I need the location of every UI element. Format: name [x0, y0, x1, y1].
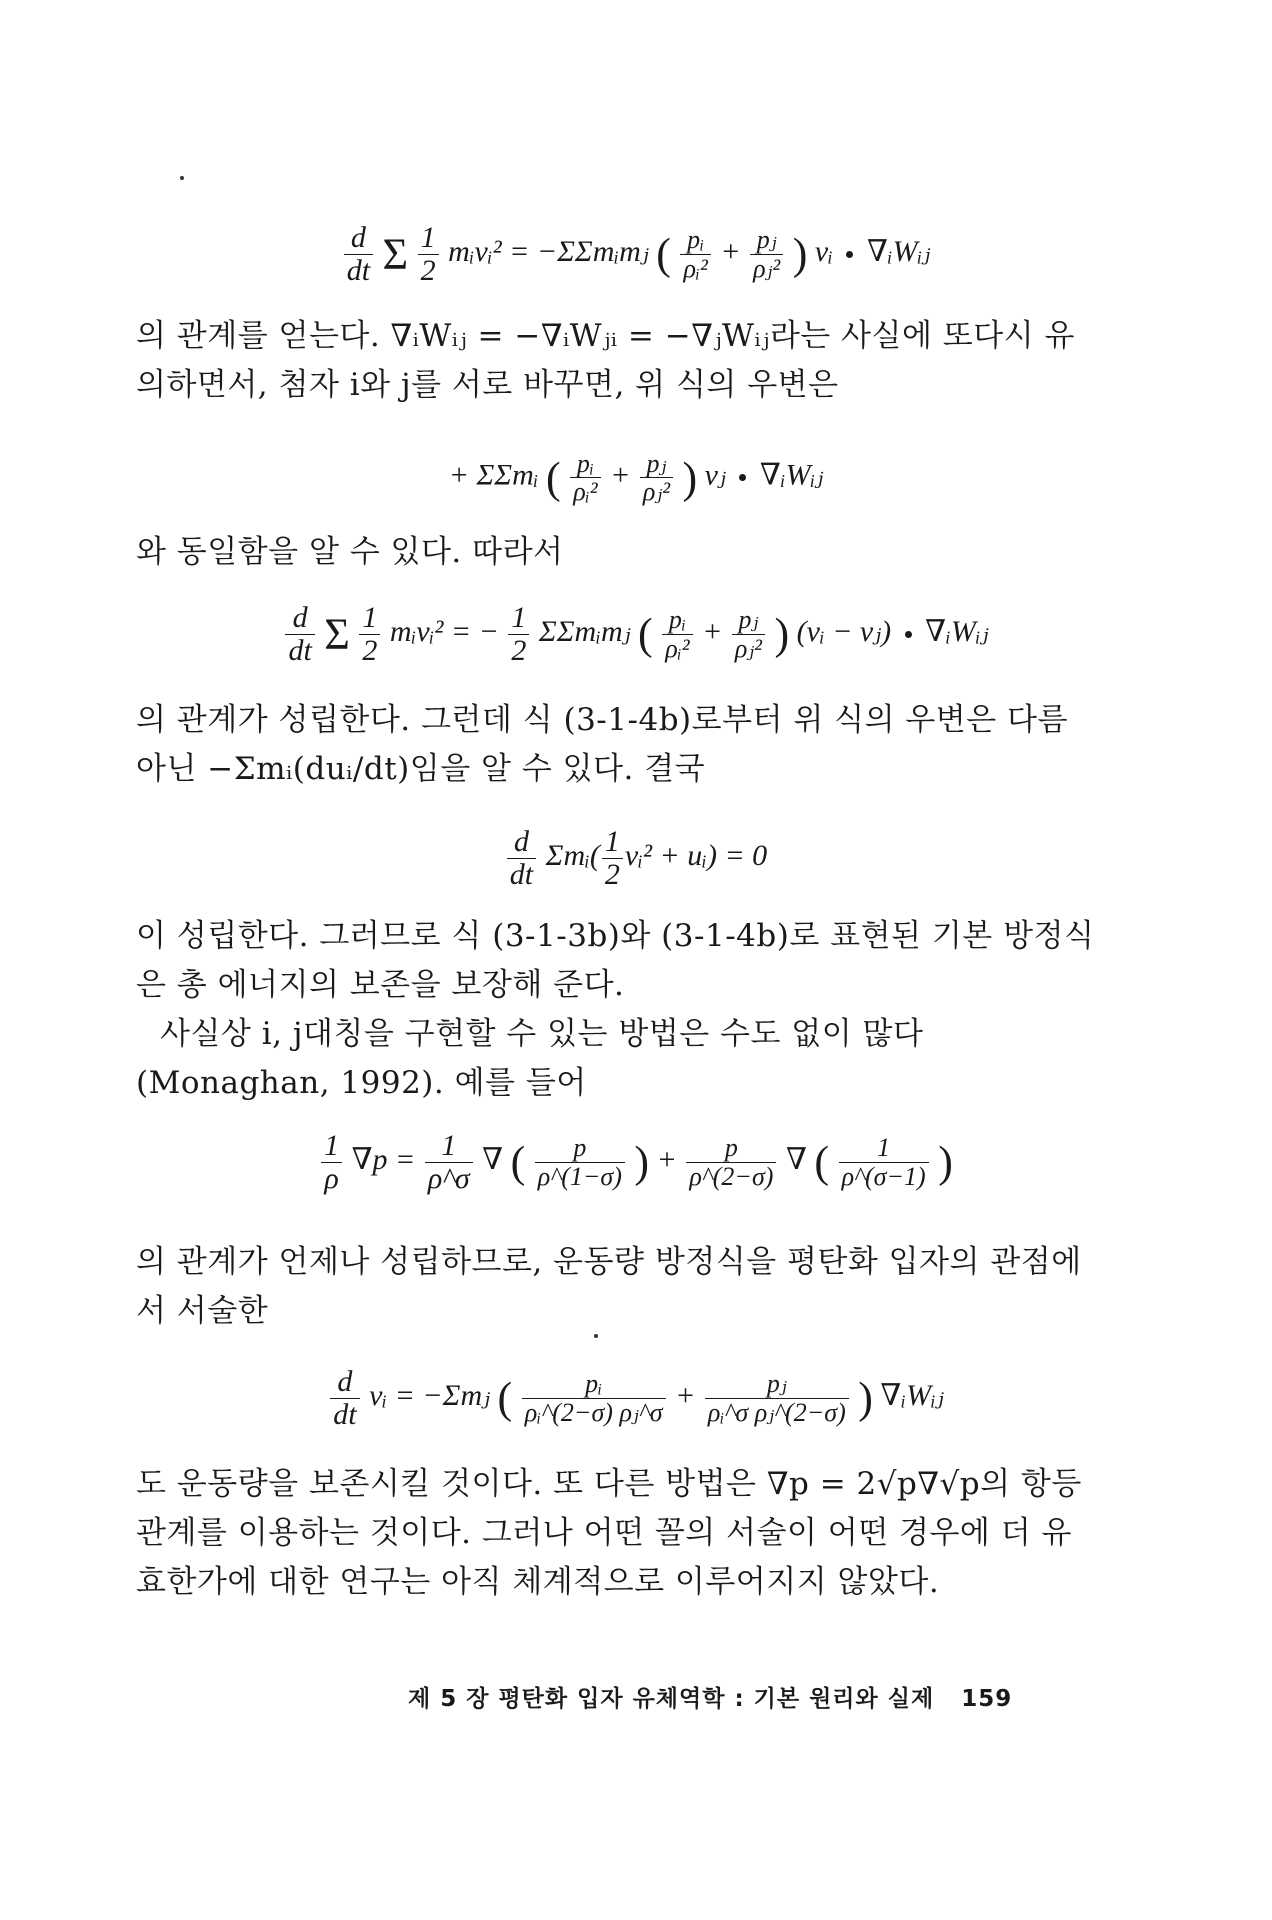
eq3-diff: (vᵢ − vⱼ) [796, 614, 892, 648]
eq3-plus: + [702, 614, 723, 648]
eq1-half: $\frac{1}{2}$ [418, 222, 439, 286]
eq6-lparen: ( [497, 1373, 513, 1423]
paragraph-7: 도 운동량을 보존시킬 것이다. 또 다른 방법은 ∇p = 2√p∇√p의 항등 관계를 이용하는 것이다. 그러나 어떤 꼴의 서술이 어떤 경우에 더 유효한가에 대한 연구는 아직 체계적으로 이루어지지 않았다. [136, 1466, 1082, 1600]
eq1-sum: Σ [382, 229, 409, 279]
eq6-rparen: ) [858, 1373, 873, 1423]
paragraph-4: 이 성립한다. 그러므로 식 (3-1-3b)와 (3-1-4b)로 표현된 기본 방정식은 총 에너지의 보존을 보장해 준다. [136, 918, 1095, 1003]
eq6-grad: ∇ᵢWᵢⱼ [880, 1378, 944, 1412]
eq3-d-dt: $\frac{d}{dt}$ [285, 602, 314, 666]
eq1-vi: vᵢ [814, 234, 833, 268]
eq3-minus: − [478, 614, 499, 648]
speck-mark-2 [594, 1334, 598, 1338]
eq1-lhs: mᵢvᵢ² [448, 234, 502, 268]
eq5-nabla-2: ∇ [785, 1142, 807, 1176]
eq5-gradp: ∇p = [351, 1142, 416, 1176]
eq6-plus: + [675, 1378, 696, 1412]
page-footer [408, 1680, 1128, 1713]
eq2-plus: + [610, 458, 631, 492]
eq4-result: = 0 [724, 838, 768, 872]
paragraph-3: 의 관계가 성립한다. 그런데 식 (3-1-4b)로부터 위 식의 우변은 다름 아닌 −Σmᵢ(duᵢ/dt)임을 알 수 있다. 결국 [136, 702, 1068, 787]
eq4-d-dt: $\frac{d}{dt}$ [507, 826, 536, 890]
eq1-d-dt: $\frac{d}{dt}$ [344, 222, 373, 286]
eq6-frac-i: $\frac{\text{pᵢ}}{\text{ρᵢ\textasciicircum{}(2−σ) ρⱼ\textasciicircum{}σ}}$ [522, 1370, 666, 1426]
eq5-one-over-rhosig: $\frac{1}{\rho\^{}\sigma}$ [425, 1130, 473, 1194]
eq5-frac-b: $\frac{p}{\rho\^{}(2-\sigma)}$ [686, 1134, 776, 1190]
equation-4: $\frac{d}{dt}$ Σmᵢ( $\frac{1}{2}$ vᵢ² + uᵢ) = 0 [0, 826, 1272, 890]
eq3-frac-j: $\frac{\text{pⱼ}}{\text{ρⱼ²}}$ [732, 606, 765, 662]
eq3-frac-i: $\frac{\text{pᵢ}}{\text{ρᵢ²}}$ [662, 606, 692, 662]
equation-3 [0, 602, 1272, 666]
paragraph-1: 의 관계를 얻는다. ∇ᵢWᵢⱼ = −∇ᵢWⱼᵢ = −∇ⱼWᵢⱼ라는 사실에 또다시 유의하면서, 첨자 i와 j를 서로 바꾸면, 위 식의 우변은 [136, 318, 1075, 403]
eq1-dot [846, 251, 853, 258]
eq5-frac-a: $\frac{p}{\rho\^{}(1-\sigma)}$ [535, 1134, 625, 1190]
eq1-plus: + [720, 234, 741, 268]
eq5-frac-c: $\frac{1}{\rho\^{}(\sigma-1)}$ [839, 1134, 929, 1190]
running-title: 제 5 장 평탄화 입자 유체역학 : 기본 원리와 실제 [408, 1686, 935, 1712]
eq2-rparen: ) [682, 453, 698, 503]
eq3-half: $\frac{1}{2}$ [359, 602, 380, 666]
eq2-frac-i: $\frac{\text{pᵢ}}{\text{ρᵢ²}}$ [570, 450, 600, 506]
eq4-terms: vᵢ² + uᵢ [624, 838, 707, 872]
eq5-rparen: ) [634, 1137, 650, 1187]
eq4-sum: Σmᵢ [545, 838, 590, 872]
eq1-lparen: ( [656, 229, 671, 279]
eq3-rparen: ) [774, 609, 790, 659]
eq1-frac-i: $\frac{\text{pᵢ}}{\text{ρᵢ²}}$ [680, 226, 710, 282]
eq4-half: $\frac{1}{2}$ [602, 826, 623, 890]
equation-1 [0, 222, 1272, 286]
eq1-equals: = [509, 234, 530, 268]
eq6-d-dt: $\frac{d}{dt}$ [330, 1366, 359, 1430]
eq2-frac-j: $\frac{\text{pⱼ}}{\text{ρⱼ²}}$ [640, 450, 673, 506]
eq1-rparen: ) [792, 229, 808, 279]
eq3-sum: Σ [324, 609, 350, 659]
eq2-lparen: ( [546, 453, 561, 503]
page-number: 159 [961, 1686, 1013, 1712]
eq1-grad: ∇ᵢWᵢⱼ [866, 234, 931, 268]
eq5-plus: + [656, 1142, 677, 1176]
eq2-vj: vⱼ [704, 458, 726, 492]
eq5-lparen-2: ( [814, 1137, 830, 1187]
equation-5 [0, 1130, 1272, 1194]
eq5-lparen: ( [510, 1137, 526, 1187]
paragraph-5: 사실상 i, j대칭을 구현할 수 있는 방법은 수도 없이 많다(Monaghan, 1992). 예를 들어 [136, 1016, 924, 1101]
eq3-lparen: ( [638, 609, 653, 659]
eq1-mm: mᵢmⱼ [592, 234, 649, 268]
eq3-grad: ∇ᵢWᵢⱼ [925, 614, 989, 648]
paragraph-6: 의 관계가 언제나 성립하므로, 운동량 방정식을 평탄화 입자의 관점에서 서술한 [136, 1244, 1082, 1329]
eq3-equals: = [450, 614, 472, 648]
eq1-sums: −ΣΣ [536, 234, 593, 268]
equation-6 [0, 1366, 1272, 1430]
eq2-grad: ∇ᵢWᵢⱼ [759, 458, 824, 492]
eq3-sums: ΣΣmᵢmⱼ [538, 614, 631, 648]
eq2-dot [739, 474, 746, 481]
eq6-rhs-lead: = −Σmⱼ [394, 1378, 491, 1412]
equation-2 [0, 450, 1272, 506]
speck-mark [180, 176, 184, 180]
eq3-half-2: $\frac{1}{2}$ [508, 602, 529, 666]
eq3-lhs: mᵢvᵢ² [389, 614, 444, 648]
eq5-rparen-2: ) [938, 1137, 953, 1187]
eq6-vi: vᵢ [369, 1378, 388, 1412]
eq3-dot [905, 631, 912, 638]
eq2-lead: + ΣΣmᵢ [448, 458, 539, 492]
paragraph-2: 와 동일함을 알 수 있다. 따라서 [136, 534, 564, 570]
eq5-nabla: ∇ [482, 1142, 504, 1176]
eq1-frac-j: $\frac{\text{pⱼ}}{\text{ρⱼ²}}$ [750, 226, 783, 282]
eq6-frac-j: $\frac{\text{pⱼ}}{\text{ρᵢ\textasciicircum{}σ ρⱼ\textasciicircum{}(2−σ)}}$ [705, 1370, 849, 1426]
eq5-one-over-rho: $\frac{1}{\rho}$ [321, 1130, 342, 1194]
